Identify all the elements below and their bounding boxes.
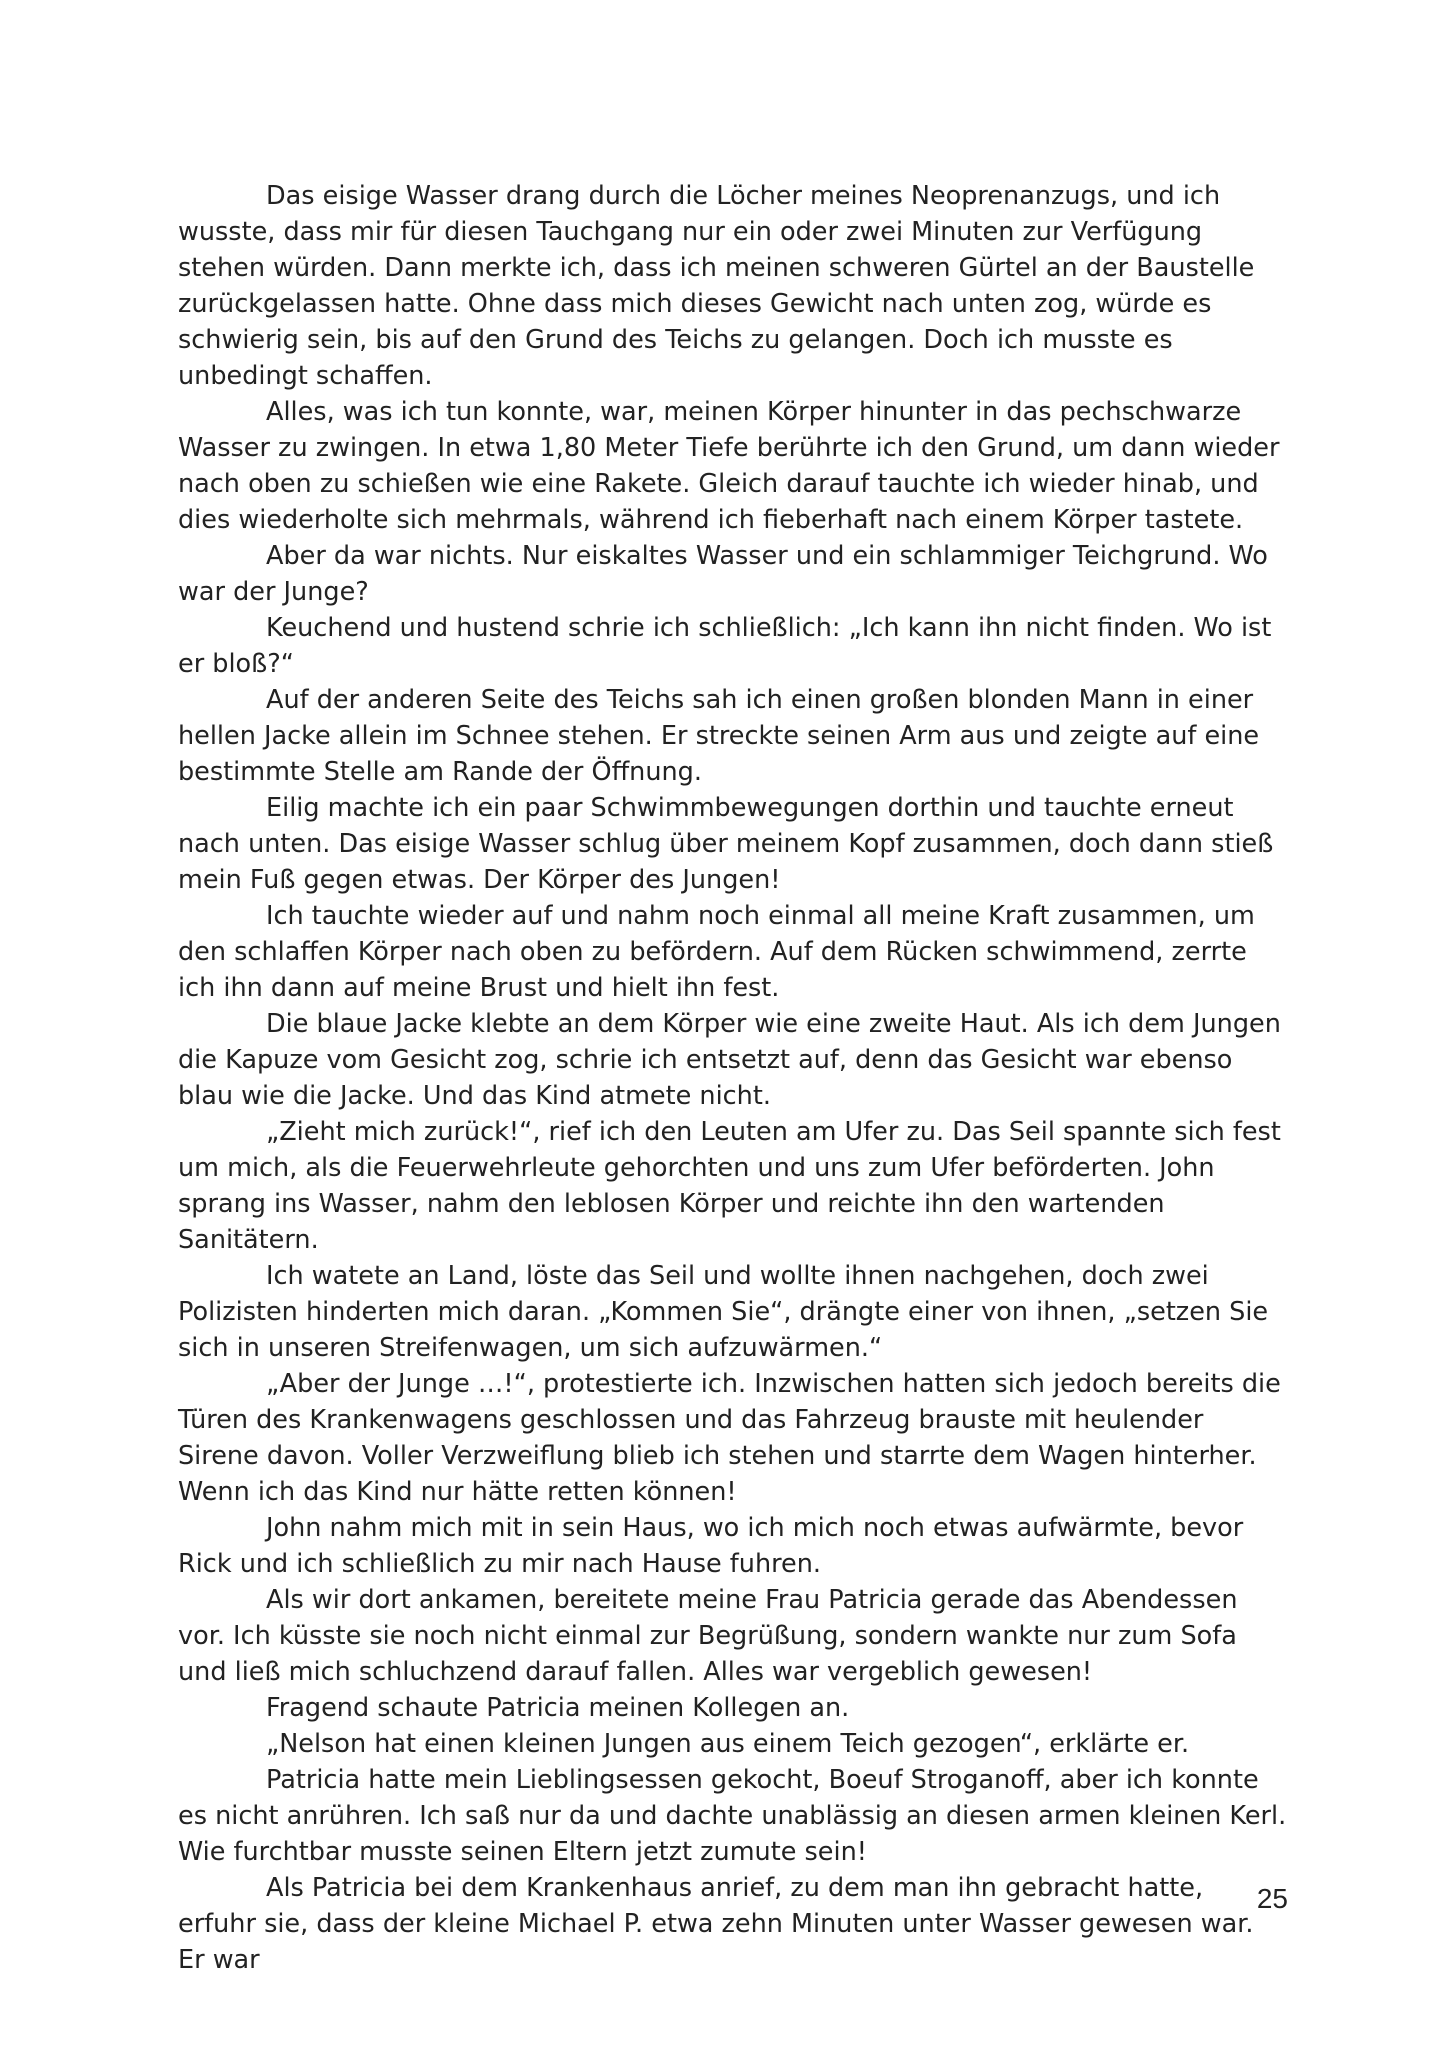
page-number: 25 [1256,1883,1288,1914]
paragraph: Als wir dort ankamen, bereitete meine Frau Patricia gerade das Abendessen vor. Ich küsste sie noch nicht einmal zur Begrüßung, sondern wankte nur zum Sofa und ließ mich schluchzend darauf fallen. Alles war vergeblich gewesen! [178,1585,1238,1687]
paragraph: „Zieht mich zurück!“, rief ich den Leuten am Ufer zu. Das Seil spannte sich fest um mich, als die Feuerwehrleute gehorchten und uns zum Ufer beförderten. John sprang ins Wasser, nahm den leblosen Körper und reichte ihn den wartenden Sanitätern. [178,1117,1281,1255]
paragraph: John nahm mich mit in sein Haus, wo ich mich noch etwas aufwärmte, bevor Rick und ich schließlich zu mir nach Hause fuhren. [178,1513,1244,1579]
paragraph: Die blaue Jacke klebte an dem Körper wie eine zweite Haut. Als ich dem Jungen die Kapuze vom Gesicht zog, schrie ich entsetzt auf, denn das Gesicht war ebenso blau wie die Jacke. Und das Kind atmete nicht. [178,1009,1281,1111]
paragraph: Ich watete an Land, löste das Seil und wollte ihnen nachgehen, doch zwei Polizisten hinderten mich daran. „Kommen Sie“, drängte einer von ihnen, „setzen Sie sich in unseren Streifenwagen, um sich aufzuwärmen.“ [178,1261,1269,1363]
paragraph: Fragend schaute Patricia meinen Kollegen an. [266,1693,850,1723]
paragraph: Das eisige Wasser drang durch die Löcher meines Neoprenanzugs, und ich wusste, dass mir für diesen Tauchgang nur ein oder zwei Minuten zur Verfügung stehen würden. Dann merkte ich, dass ich meinen schweren Gürtel an der Baustelle zurückgelassen hatte. Ohne dass mich dieses Gewicht nach unten zog, würde es schwierig sein, bis auf den Grund des Teichs zu gelangen. Doch ich musste es unbedingt schaffen. [178,181,1255,391]
paragraph: Auf der anderen Seite des Teichs sah ich einen großen blonden Mann in einer hellen Jacke allein im Schnee stehen. Er streckte seinen Arm aus und zeigte auf eine bestimmte Stelle am Rande der Öffnung. [178,685,1260,787]
paragraph: Aber da war nichts. Nur eiskaltes Wasser und ein schlammiger Teichgrund. Wo war der Junge? [178,541,1268,607]
paragraph: Patricia hatte mein Lieblingsessen gekocht, Boeuf Stroganoff, aber ich konnte es nicht anrühren. Ich saß nur da und dachte unablässig an diesen armen kleinen Kerl. Wie furchtbar musste seinen Eltern jetzt zumute sein! [178,1765,1287,1867]
body-text [178,178,1288,1978]
paragraph: „Aber der Junge …!“, protestierte ich. Inzwischen hatten sich jedoch bereits die Türen des Krankenwagens geschlossen und das Fahrzeug brauste mit heulender Sirene davon. Voller Verzweiflung blieb ich stehen und starrte dem Wagen hinterher. Wenn ich das Kind nur hätte retten können! [178,1369,1281,1507]
paragraph: Keuchend und hustend schrie ich schließlich: „Ich kann ihn nicht finden. Wo ist er bloß?“ [178,613,1272,679]
paragraph: „Nelson hat einen kleinen Jungen aus einem Teich gezogen“, erklärte er. [266,1729,1190,1759]
paragraph: Ich tauchte wieder auf und nahm noch einmal all meine Kraft zusammen, um den schlaffen Körper nach oben zu befördern. Auf dem Rücken schwimmend, zerrte ich ihn dann auf meine Brust und hielt ihn fest. [178,901,1255,1003]
paragraph: Als Patricia bei dem Krankenhaus anrief, zu dem man ihn gebracht hatte, erfuhr sie, dass der kleine Michael P. etwa zehn Minuten unter Wasser gewesen war. Er war [178,1873,1254,1975]
paragraph: Alles, was ich tun konnte, war, meinen Körper hinunter in das pechschwarze Wasser zu zwingen. In etwa 1,80 Meter Tiefe berührte ich den Grund, um dann wieder nach oben zu schießen wie eine Rakete. Gleich darauf tauchte ich wieder hinab, und dies wiederholte sich mehrmals, während ich fieberhaft nach einem Körper tastete. [178,397,1280,535]
paragraph: Eilig machte ich ein paar Schwimmbewegungen dorthin und tauchte erneut nach unten. Das eisige Wasser schlug über meinem Kopf zusammen, doch dann stieß mein Fuß gegen etwas. Der Körper des Jungen! [178,793,1274,895]
